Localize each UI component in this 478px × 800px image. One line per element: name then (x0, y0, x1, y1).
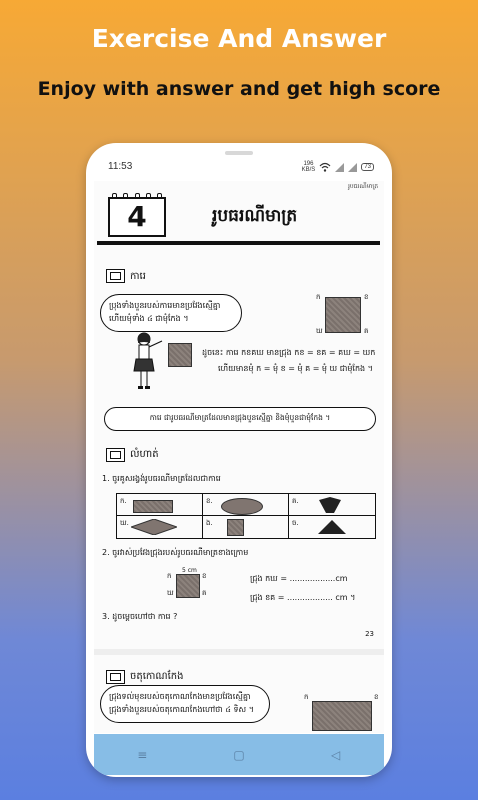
chapter-number: 4 (108, 197, 166, 237)
cell-label: ក. (120, 497, 127, 505)
book-icon (106, 269, 125, 283)
signal-icon (348, 163, 357, 172)
speaker-grille (225, 151, 253, 155)
running-header: រូបធរណីមាត្រ (347, 183, 378, 190)
corner-label: គ (364, 327, 369, 335)
textbook-page[interactable] (94, 181, 384, 733)
corner-label: ឃ (167, 589, 174, 597)
menu-icon[interactable]: ≡ (137, 747, 148, 762)
triangle-shape (317, 519, 347, 535)
table-cell[interactable] (289, 494, 375, 516)
speech-bubble (100, 294, 242, 332)
chapter-title: រូបធរណីមាត្រ (212, 206, 298, 226)
status-bar (108, 161, 374, 177)
fact-line: ដូចនេះ ការេ កខគឃ មានជ្រុង កខ = ខគ = គឃ = ឃក (202, 348, 376, 357)
question-1: 1. ចូរគូសរង្វង់រូបធរណីមាត្រដែលជាការេ (102, 474, 221, 483)
divider (97, 241, 380, 245)
answer-field-side1[interactable]: ជ្រុង កឃ = ..................cm (250, 574, 348, 583)
cell-label: ខ. (206, 497, 213, 505)
bubble-line: ហើយមុំទាំង ៤ ជាមុំកែង ។ (109, 314, 189, 323)
battery-icon: 73 (361, 163, 374, 171)
corner-label: ខ (202, 572, 207, 580)
square-figure (168, 343, 192, 367)
promo-subtitle: Enjoy with answer and get high score (37, 78, 441, 100)
question-2: 2. ចូរវាស់ប្រវែងជ្រុងរបស់រូបធរណីមាត្រខាងក្រោម (102, 548, 249, 557)
cell-label: ង. (206, 519, 213, 527)
fact-line: ហើយមានមុំ ក = មុំ ខ = មុំ គ = មុំ ឃ ជាមុំកែង ។ (218, 364, 373, 373)
corner-label: ក (316, 293, 321, 301)
promo-title: Exercise And Answer (91, 24, 387, 53)
rectangle-shape (133, 500, 173, 513)
wifi-icon (319, 162, 331, 172)
shape-table (116, 493, 376, 539)
net-speed-unit: KB/S (301, 167, 316, 173)
navigation-bar (94, 734, 384, 775)
corner-label: ឃ (316, 327, 323, 335)
cell-label: គ. (292, 497, 299, 505)
bubble-line: ជ្រុងទាំងបួនរបស់ចតុកោណកែងហៅថា ៤ ទិស ។ (109, 705, 254, 714)
net-speed-value: 196 (303, 161, 314, 167)
square-figure (176, 574, 200, 598)
back-icon[interactable]: ◁ (331, 747, 341, 762)
status-time: 11:53 (108, 161, 133, 172)
page-separator (94, 649, 384, 655)
question-3: 3. ដូចម្ដេចហៅថា ការេ ? (102, 612, 178, 621)
phone-frame (86, 143, 392, 777)
page-number: 23 (365, 630, 374, 638)
cell-label: ឃ. (120, 519, 129, 527)
rectangle-figure (312, 701, 372, 731)
section-label-square: ការេ (130, 271, 146, 282)
square-shape (227, 519, 244, 536)
table-cell[interactable] (117, 516, 203, 538)
bubble-line: ជ្រុងទល់មុខរបស់ចតុកោណកែងមានប្រវែងស្មើគ្នា (109, 692, 251, 701)
table-cell[interactable] (203, 516, 289, 538)
measure-label: 5 cm (182, 567, 197, 574)
ellipse-shape (221, 498, 263, 515)
section-label-exercise: លំហាត់ (130, 449, 159, 460)
corner-label: ខ (364, 293, 369, 301)
speech-bubble (100, 685, 270, 723)
answer-field-side2[interactable]: ជ្រុង ខគ = .................. cm ។ (250, 593, 356, 602)
pentagon-shape (317, 496, 343, 514)
corner-label: ខ (374, 693, 379, 701)
table-cell[interactable] (289, 516, 375, 538)
definition-box: ការេ ជារូបធរណីមាត្រដែលមានជ្រុងបួនស្មើគ្នា និងមុំបួនជាមុំកែង ។ (104, 407, 376, 431)
cell-label: ច. (292, 519, 299, 527)
rhombus-shape (131, 519, 177, 535)
section-label-rectangle: ចតុកោណកែង (130, 671, 184, 682)
corner-label: ក (304, 693, 309, 701)
bubble-line: ប្រុងទាំងបួនរបស់ការេមានប្រវែងស្មើគ្នា (109, 301, 221, 310)
signal-icon (335, 163, 344, 172)
square-figure (325, 297, 361, 333)
corner-label: គ (202, 589, 207, 597)
net-speed (302, 161, 316, 173)
teacher-girl-illustration (130, 331, 164, 393)
book-icon (106, 670, 125, 684)
table-cell[interactable] (117, 494, 203, 516)
exercise-icon (106, 448, 125, 462)
corner-label: ក (167, 572, 172, 580)
table-cell[interactable] (203, 494, 289, 516)
home-icon[interactable]: ▢ (233, 747, 245, 762)
